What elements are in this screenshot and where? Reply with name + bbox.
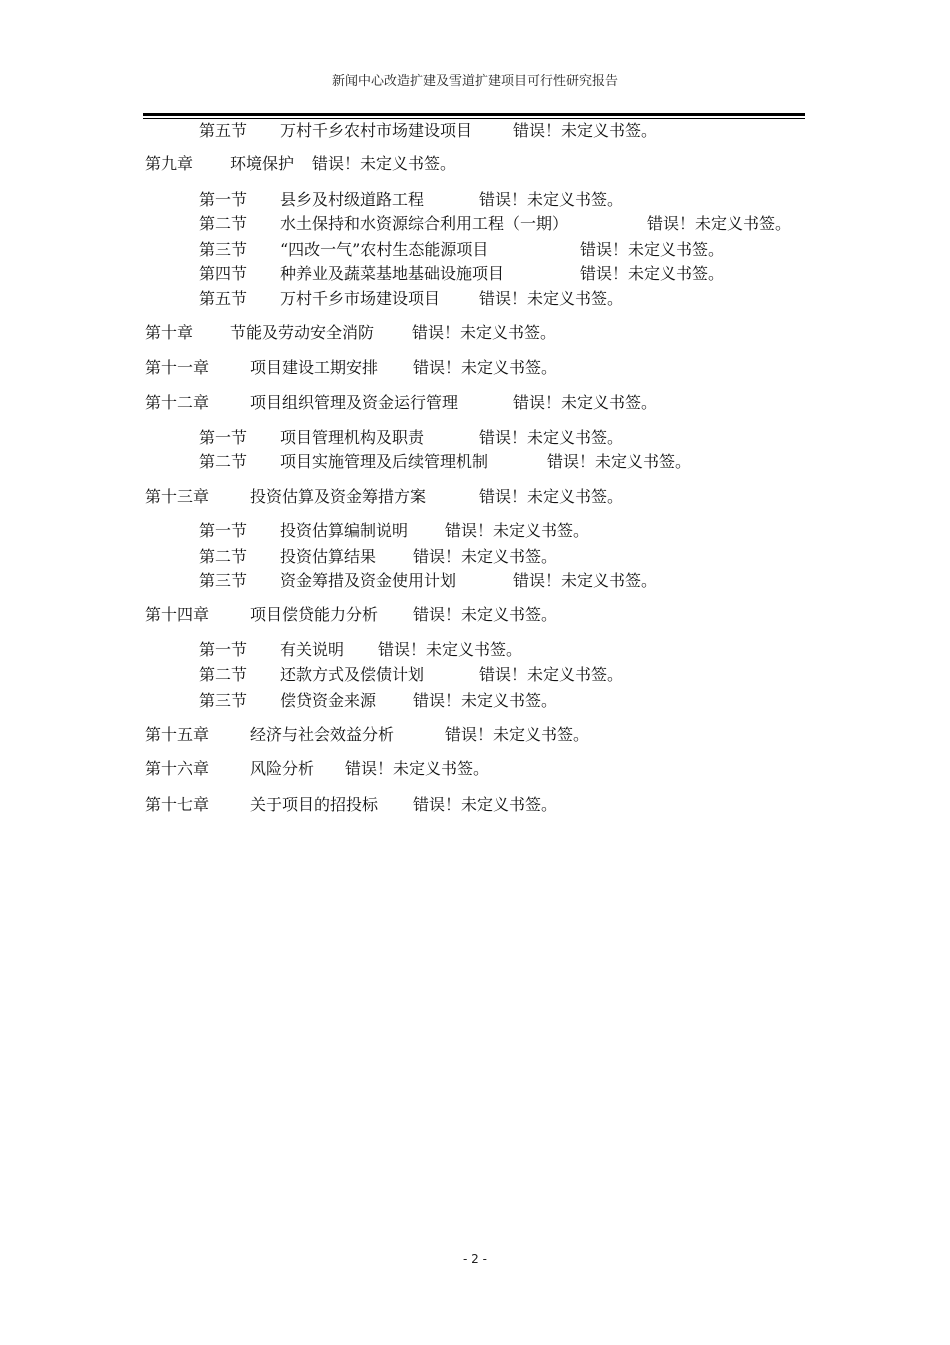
toc-entry-page-ref: 错误！未定义书签。 — [413, 691, 558, 710]
toc-entry-title: 有关说明 — [280, 640, 345, 659]
toc-entry-number: 第二节 — [199, 547, 248, 566]
toc-entry-title: 水土保持和水资源综合利用工程（一期） — [280, 214, 569, 233]
toc-entry-page-ref: 错误！未定义书签。 — [647, 214, 792, 233]
toc-entry-title: 偿贷资金来源 — [280, 691, 377, 710]
toc-entry-title: 资金筹措及资金使用计划 — [280, 571, 457, 590]
toc-entry-title: 投资估算结果 — [280, 547, 377, 566]
toc-entry-title: 经济与社会效益分析 — [250, 725, 395, 744]
toc-entry-page-ref: 错误！未定义书签。 — [547, 452, 692, 471]
toc-entry-page-ref: 错误！未定义书签。 — [479, 190, 624, 209]
toc-entry-page-ref: 错误！未定义书签。 — [312, 154, 457, 173]
toc-entry-title: 环境保护 — [230, 154, 295, 173]
toc-entry-page-ref: 错误！未定义书签。 — [413, 605, 558, 624]
toc-entry-title: 项目偿贷能力分析 — [250, 605, 379, 624]
toc-entry-number: 第十一章 — [145, 358, 210, 377]
toc-entry-page-ref: 错误！未定义书签。 — [445, 521, 590, 540]
toc-entry-page-ref: 错误！未定义书签。 — [479, 665, 624, 684]
toc-entry-page-ref: 错误！未定义书签。 — [413, 358, 558, 377]
toc-entry-number: 第十五章 — [145, 725, 210, 744]
toc-entry-number: 第三节 — [199, 240, 248, 259]
toc-entry-title: 关于项目的招投标 — [250, 795, 379, 814]
toc-entry-title: 万村千乡农村市场建设项目 — [280, 121, 473, 140]
toc-entry-page-ref: 错误！未定义书签。 — [580, 264, 725, 283]
toc-entry-number: 第三节 — [199, 691, 248, 710]
toc-entry-title: 县乡及村级道路工程 — [280, 190, 425, 209]
toc-entry-number: 第十六章 — [145, 759, 210, 778]
toc-entry-title: “四改一气”农村生态能源项目 — [280, 240, 489, 259]
toc-entry-page-ref: 错误！未定义书签。 — [413, 547, 558, 566]
toc-entry-page-ref: 错误！未定义书签。 — [413, 795, 558, 814]
running-header: 新闻中心改造扩建及雪道扩建项目可行性研究报告 — [331, 74, 618, 89]
toc-entry-page-ref: 错误！未定义书签。 — [479, 289, 624, 308]
toc-entry-page-ref: 错误！未定义书签。 — [412, 323, 557, 342]
toc-entry-number: 第一节 — [199, 190, 248, 209]
toc-entry-title: 节能及劳动安全消防 — [230, 323, 375, 342]
toc-entry-number: 第一节 — [199, 521, 248, 540]
toc-entry-page-ref: 错误！未定义书签。 — [378, 640, 523, 659]
page-number: - 2 - — [463, 1252, 487, 1266]
toc-entry-title: 还款方式及偿债计划 — [280, 665, 425, 684]
toc-entry-page-ref: 错误！未定义书签。 — [513, 121, 658, 140]
toc-entry-title: 万村千乡市场建设项目 — [280, 289, 441, 308]
toc-entry-number: 第二节 — [199, 665, 248, 684]
toc-entry-number: 第十章 — [145, 323, 194, 342]
toc-entry-title: 风险分析 — [250, 759, 315, 778]
toc-entry-title: 项目管理机构及职责 — [280, 428, 425, 447]
toc-entry-number: 第十三章 — [145, 487, 210, 506]
toc-entry-number: 第四节 — [199, 264, 248, 283]
toc-entry-page-ref: 错误！未定义书签。 — [445, 725, 590, 744]
toc-entry-number: 第十四章 — [145, 605, 210, 624]
toc-entry-title: 项目组织管理及资金运行管理 — [250, 393, 459, 412]
toc-entry-number: 第五节 — [199, 289, 248, 308]
toc-entry-page-ref: 错误！未定义书签。 — [345, 759, 490, 778]
toc-entry-number: 第三节 — [199, 571, 248, 590]
toc-entry-page-ref: 错误！未定义书签。 — [580, 240, 725, 259]
toc-entry-title: 投资估算及资金筹措方案 — [250, 487, 427, 506]
toc-entry-title: 投资估算编制说明 — [280, 521, 409, 540]
toc-entry-number: 第一节 — [199, 640, 248, 659]
toc-entry-title: 种养业及蔬菜基地基础设施项目 — [280, 264, 505, 283]
toc-entry-page-ref: 错误！未定义书签。 — [513, 571, 658, 590]
toc-entry-page-ref: 错误！未定义书签。 — [479, 428, 624, 447]
toc-entry-page-ref: 错误！未定义书签。 — [513, 393, 658, 412]
toc-entry-number: 第一节 — [199, 428, 248, 447]
toc-entry-number: 第二节 — [199, 452, 248, 471]
toc-entry-number: 第五节 — [199, 121, 248, 140]
toc-entry-title: 项目实施管理及后续管理机制 — [280, 452, 489, 471]
toc-entry-number: 第九章 — [145, 154, 194, 173]
toc-entry-number: 第二节 — [199, 214, 248, 233]
toc-entry-page-ref: 错误！未定义书签。 — [479, 487, 624, 506]
toc-entry-number: 第十七章 — [145, 795, 210, 814]
toc-entry-number: 第十二章 — [145, 393, 210, 412]
toc-entry-title: 项目建设工期安排 — [250, 358, 379, 377]
